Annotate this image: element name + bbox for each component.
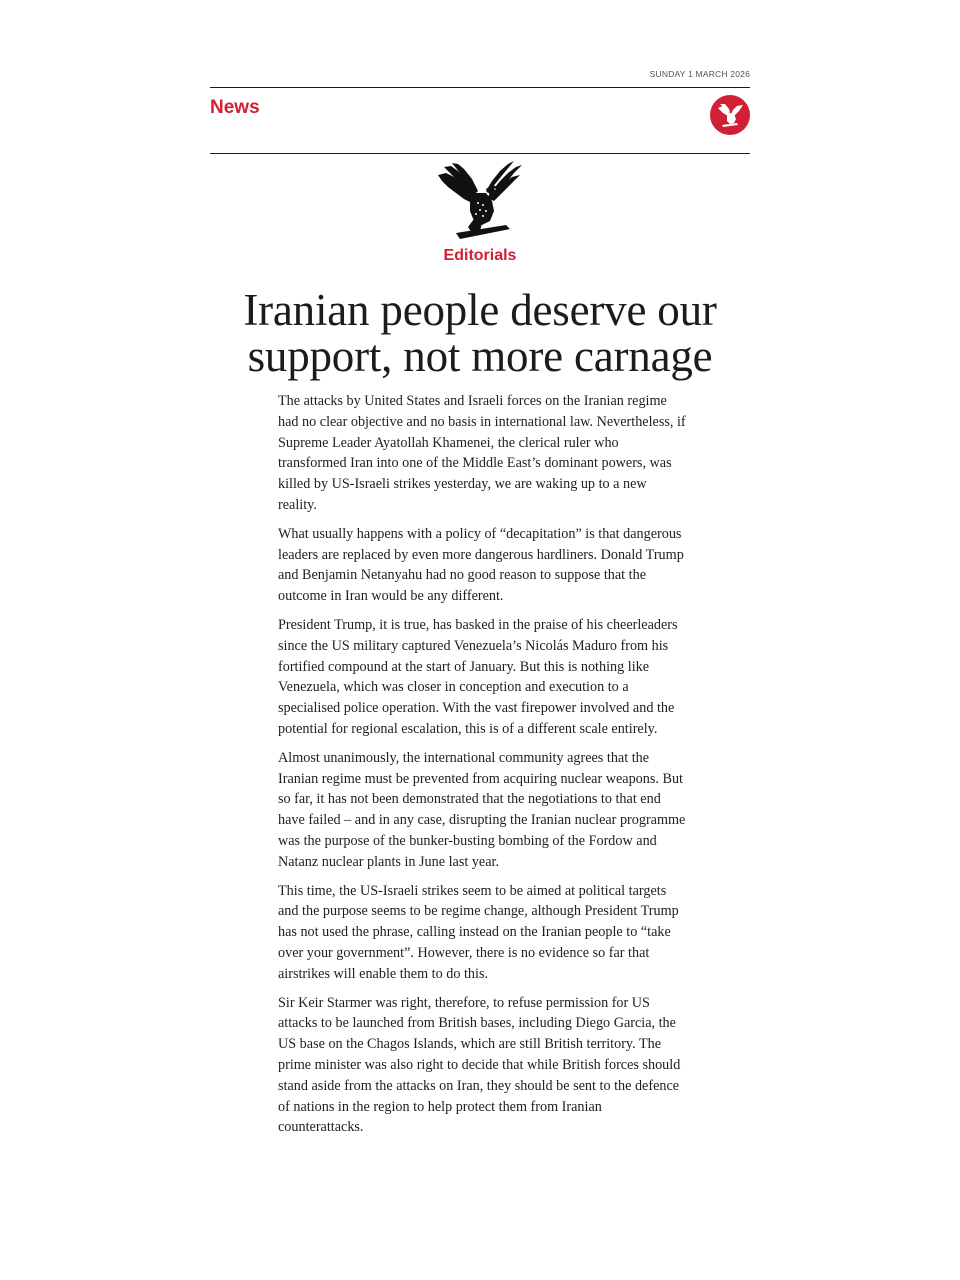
article-paragraph: What usually happens with a policy of “decapitation” is that dangerous leaders are replaced by even more dangerous hardliners. Donald Trump and Benjamin Netanyahu had no good reason to suppose that the outcome in Iran would be any different. [278, 525, 684, 605]
article-paragraph: This time, the US-Israeli strikes seem to be aimed at political targets and the purpose seems to be regime change, although President Trump has not used the phrase, calling instead on the Iranian people to “take over your government”. However, there is no evidence so far that airstrikes will enable them to do this. [278, 882, 679, 982]
headline [200, 287, 760, 379]
header-bottom-rule [210, 153, 750, 154]
headline-line-2: support, not more carnage [247, 331, 713, 381]
article-paragraph: Almost unanimously, the international community agrees that the Iranian regime must be prevented from acquiring nuclear weapons. But so far, it has not been demonstrated that the negotiations to that end have failed – and in any case, disrupting the Iranian nuclear programme was the purpose of the bunker-busting bombing of the Fordow and Natanz nuclear plants in June last year. [278, 749, 686, 870]
section-kicker: Editorials [443, 247, 517, 264]
eagle-icon [436, 161, 524, 241]
article-paragraph: Sir Keir Starmer was right, therefore, to refuse permission for US attacks to be launched from British bases, including Diego Garcia, the US base on the Chagos Islands, which are still British territory. The prime minister was also right to decide that while British forces should stand aside from the attacks on Iran, they should be sent to the defence of nations in the region to help protect them from Iranian counterattacks. [278, 994, 681, 1136]
article-body [278, 391, 688, 1146]
section-label[interactable]: News [210, 97, 260, 118]
header-top-rule [210, 87, 750, 88]
eagle-badge-icon [710, 95, 750, 135]
edition-date: SUNDAY 1 MARCH 2026 [649, 69, 750, 79]
headline-line-1: Iranian people deserve our [243, 285, 717, 335]
article-paragraph: The attacks by United States and Israeli forces on the Iranian regime had no clear objective and no basis in international law. Nevertheless, if Supreme Leader Ayatollah Khamenei, the clerical ruler who transformed Iran into one of the Middle East’s dominant powers, was killed by US-Israeli strikes yesterday, we are waking up to a new reality. [278, 393, 686, 513]
article-paragraph: President Trump, it is true, has basked in the praise of his cheerleaders since the US military captured Venezuela’s Nicolás Maduro from his fortified compound at the start of January. But this is nothing like Venezuela, which was closer in conception and execution to a specialised police operation. With the vast firepower involved and the potential for regional escalation, this is of a different scale entirely. [278, 616, 678, 737]
